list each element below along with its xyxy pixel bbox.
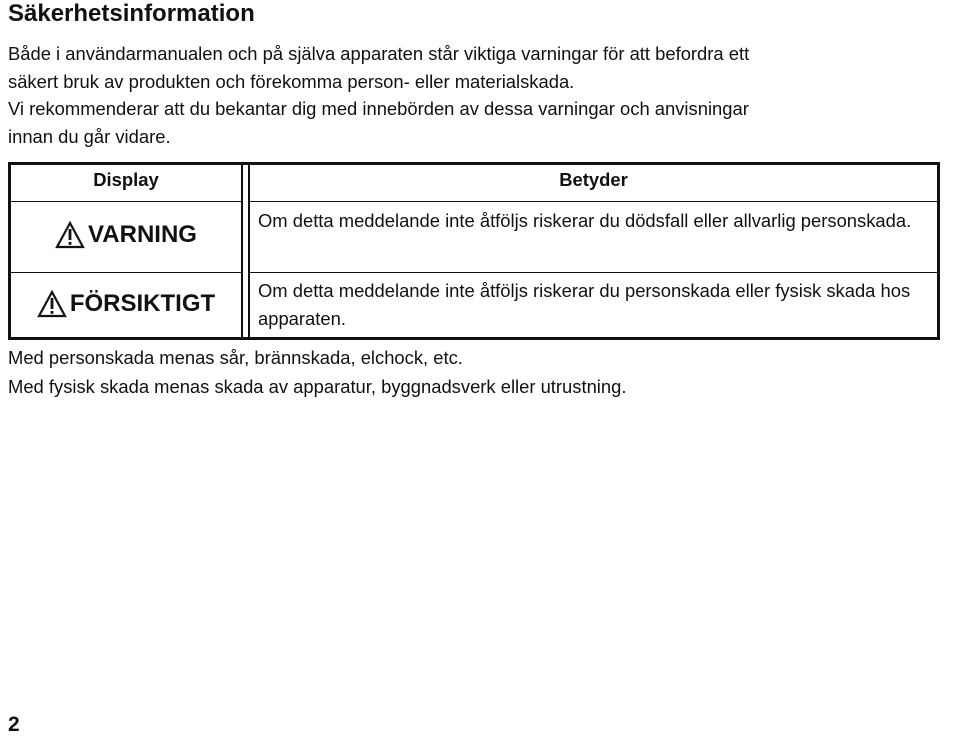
intro-paragraph (8, 40, 953, 150)
intro-line: Vi rekommenderar att du bekantar dig med innebörden av dessa varningar och anvisningar (8, 98, 749, 119)
warning-signal-word (11, 220, 241, 249)
intro-line: Både i användarmanualen och på själva apparaten står viktiga varningar för att befordra ett (8, 43, 750, 64)
column-header-display: Display (93, 169, 159, 190)
warning-meaning: Om detta meddelande inte åtföljs riskerar du dödsfall eller allvarlig personskada. (258, 210, 912, 231)
page-number: 2 (8, 713, 20, 736)
caution-signal-word (11, 289, 241, 318)
column-divider (241, 165, 250, 337)
row-rule (250, 272, 937, 273)
intro-line: innan du går vidare. (8, 125, 171, 147)
footnote-physical-damage: Med fysisk skada menas skada av apparatur, byggnadsverk eller utrustning. (8, 376, 627, 397)
footnotes (8, 343, 626, 401)
row-rule (11, 272, 241, 273)
signal-word-label: FÖRSIKTIGT (69, 290, 216, 317)
warning-table (8, 162, 940, 340)
column-header-meaning: Betyder (559, 169, 628, 190)
signal-word-label: VARNING (88, 221, 197, 248)
footnote-personal-injury: Med personskada menas sår, brännskada, elchock, etc. (8, 347, 463, 368)
warning-triangle-icon (55, 220, 85, 249)
caution-meaning: Om detta meddelande inte åtföljs riskerar du personskada eller fysisk skada hos apparaten. (258, 280, 911, 329)
page-title: Säkerhetsinformation (8, 0, 255, 27)
header-rule (250, 201, 937, 202)
header-rule (11, 201, 241, 202)
intro-line: säkert bruk av produkten och förekomma person- eller materialskada. (8, 70, 575, 92)
warning-triangle-icon (37, 289, 67, 318)
